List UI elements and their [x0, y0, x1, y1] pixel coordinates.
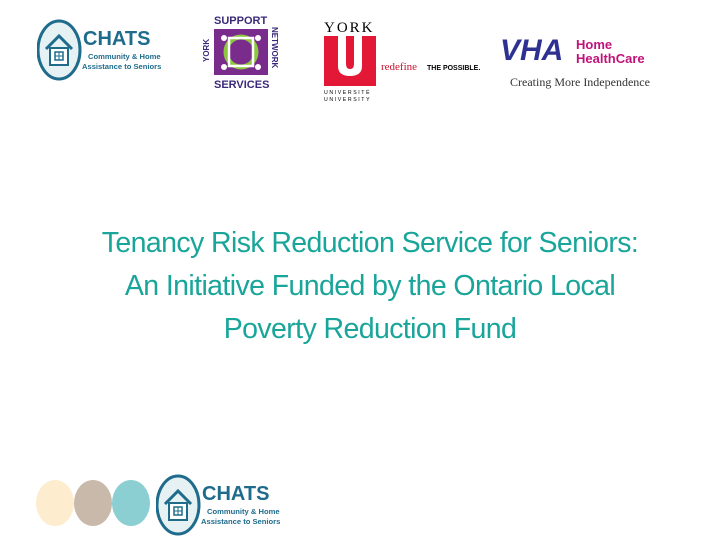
- decorative-circle-taupe: [74, 480, 112, 526]
- decorative-circle-cream: [36, 480, 74, 526]
- ysn-support: SUPPORT: [214, 15, 268, 27]
- ysn-york: YORK: [202, 38, 211, 62]
- york-u-word: YORK: [324, 20, 375, 36]
- vha-home: Home: [576, 37, 613, 52]
- york-university-logo: [320, 18, 500, 106]
- vha-home-healthcare-logo: [500, 22, 670, 92]
- decorative-circle-teal: [112, 480, 150, 526]
- title-line-1: Tenancy Risk Reduction Service for Seniors:: [101, 227, 639, 259]
- chats-logo: [37, 19, 167, 81]
- york-u-redefine: redefine: [381, 61, 418, 73]
- ysn-network: NETWORK: [270, 27, 279, 69]
- vha-healthcare: HealthCare: [576, 51, 645, 66]
- chats-footer-name: CHATS: [202, 483, 270, 505]
- title-line-2: An Initiative Funded by the Ontario Local: [124, 270, 616, 302]
- page-title: [40, 222, 700, 351]
- chats-logo-name: CHATS: [83, 28, 151, 50]
- york-u-possible: THE POSSIBLE.: [427, 65, 481, 72]
- york-support-services-logo: [200, 14, 295, 94]
- york-u-university: UNIVERSITY: [324, 97, 372, 103]
- ysn-services: SERVICES: [214, 79, 270, 91]
- chats-footer-line2: Assistance to Seniors: [201, 517, 281, 526]
- chats-logo-line1: Community & Home: [88, 52, 161, 61]
- chats-footer-line1: Community & Home: [207, 507, 280, 516]
- ysn-emblem-icon: [214, 29, 268, 75]
- york-u-emblem-icon: [324, 36, 376, 86]
- chats-logo-footer: [156, 474, 286, 536]
- vha-tagline: Creating More Independence: [510, 75, 650, 89]
- york-u-universite: UNIVERSITÉ: [324, 90, 372, 96]
- chats-logo-line2: Assistance to Seniors: [82, 62, 162, 71]
- vha-mark: VHA: [500, 34, 564, 67]
- title-line-3: Poverty Reduction Fund: [223, 313, 517, 345]
